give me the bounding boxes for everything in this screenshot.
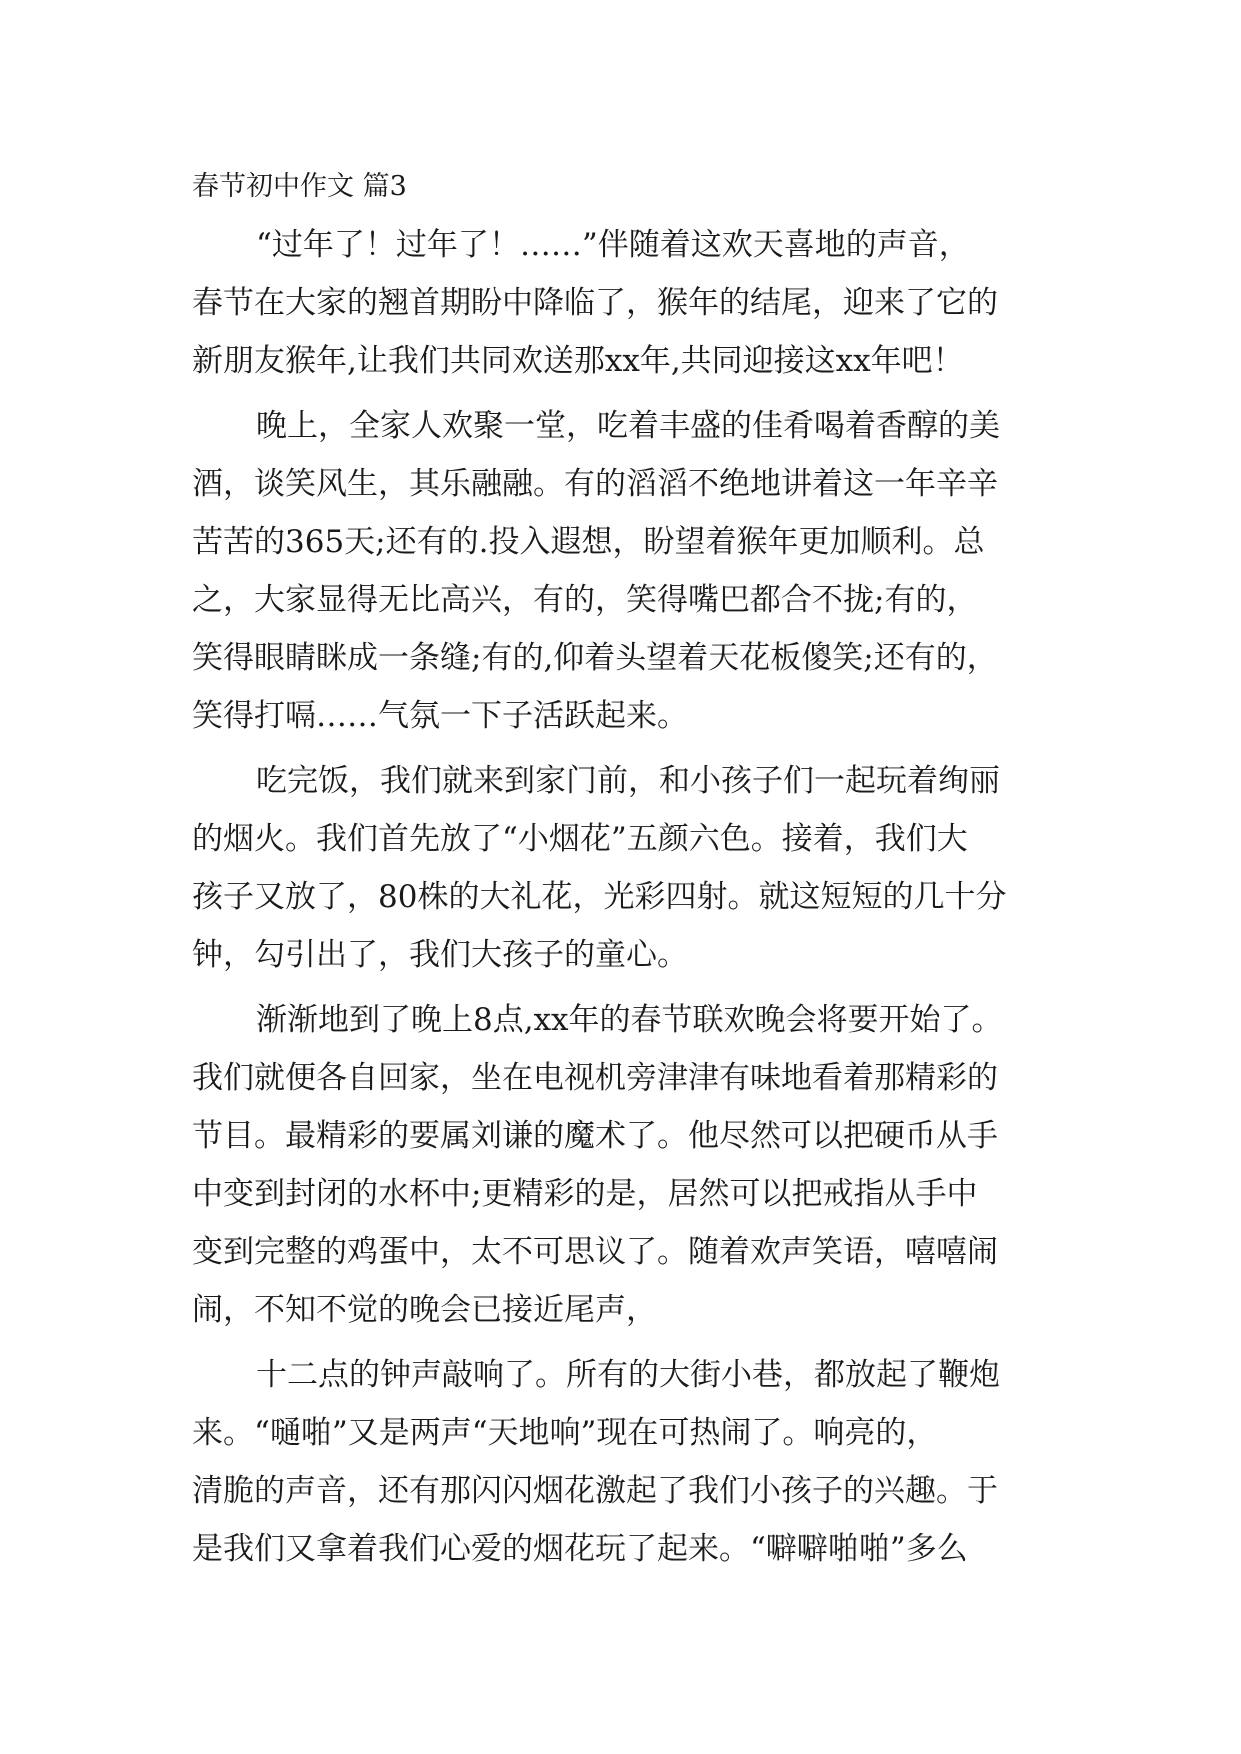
text-line: 之，大家显得无比高兴，有的，笑得嘴巴都合不拢;有的， [192,582,978,618]
paragraph-4 [192,991,1058,1339]
text-line: 晚上，全家人欢聚一堂，吃着丰盛的佳肴喝着香醇的美 [256,408,1000,444]
text-line: 中变到封闭的水杯中;更精彩的是，居然可以把戒指从手中 [192,1176,978,1212]
text-line: 我们就便各自回家，坐在电视机旁津津有味地看着那精彩的 [192,1060,998,1096]
text-line: 新朋友猴年,让我们共同欢送那xx年,共同迎接这xx年吧！ [192,343,964,379]
paragraph-2 [192,397,1058,745]
text-line: 节目。最精彩的要属刘谦的魔术了。他尽然可以把硬币从手 [192,1118,998,1154]
text-line: 吃完饭，我们就来到家门前，和小孩子们一起玩着绚丽 [256,763,1000,799]
text-line: 闹，不知不觉的晚会已接近尾声， [192,1292,657,1328]
text-line: 春节在大家的翘首期盼中降临了，猴年的结尾，迎来了它的 [192,285,998,321]
text-line: 十二点的钟声敲响了。所有的大街小巷，都放起了鞭炮 [256,1357,1000,1393]
text-line: 孩子又放了，80株的大礼花，光彩四射。就这短短的几十分 [192,879,1007,915]
text-line: 来。“嗵啪”又是两声“天地响”现在可热闹了。响亮的， [192,1415,938,1451]
text-line: 苦苦的365天;还有的.投入遐想，盼望着猴年更加顺利。总 [192,524,985,560]
text-line: 笑得打嗝……气氛一下子活跃起来。 [192,698,688,734]
paragraph-5 [192,1346,1058,1578]
essay-title: 春节初中作文 篇3 [192,171,407,202]
text-line: 变到完整的鸡蛋中，太不可思议了。随着欢声笑语，嘻嘻闹 [192,1234,998,1270]
text-line: 钟，勾引出了，我们大孩子的童心。 [192,937,688,973]
paragraph-1 [192,216,1058,390]
paragraph-3 [192,752,1058,984]
text-line: 清脆的声音，还有那闪闪烟花激起了我们小孩子的兴趣。于 [192,1473,998,1509]
text-line: 是我们又拿着我们心爱的烟花玩了起来。“噼噼啪啪”多么 [192,1531,968,1567]
essay-body [192,160,1058,1585]
text-line: 的烟火。我们首先放了“小烟花”五颜六色。接着，我们大 [192,821,968,857]
text-line: 酒，谈笑风生，其乐融融。有的滔滔不绝地讲着这一年辛辛 [192,466,998,502]
text-line: 笑得眼睛眯成一条缝;有的,仰着头望着天花板傻笑;还有的， [192,640,998,676]
text-line: “过年了！过年了！……”伴随着这欢天喜地的声音， [256,227,970,263]
text-line: 渐渐地到了晚上8点,xx年的春节联欢晚会将要开始了。 [256,1002,1003,1038]
